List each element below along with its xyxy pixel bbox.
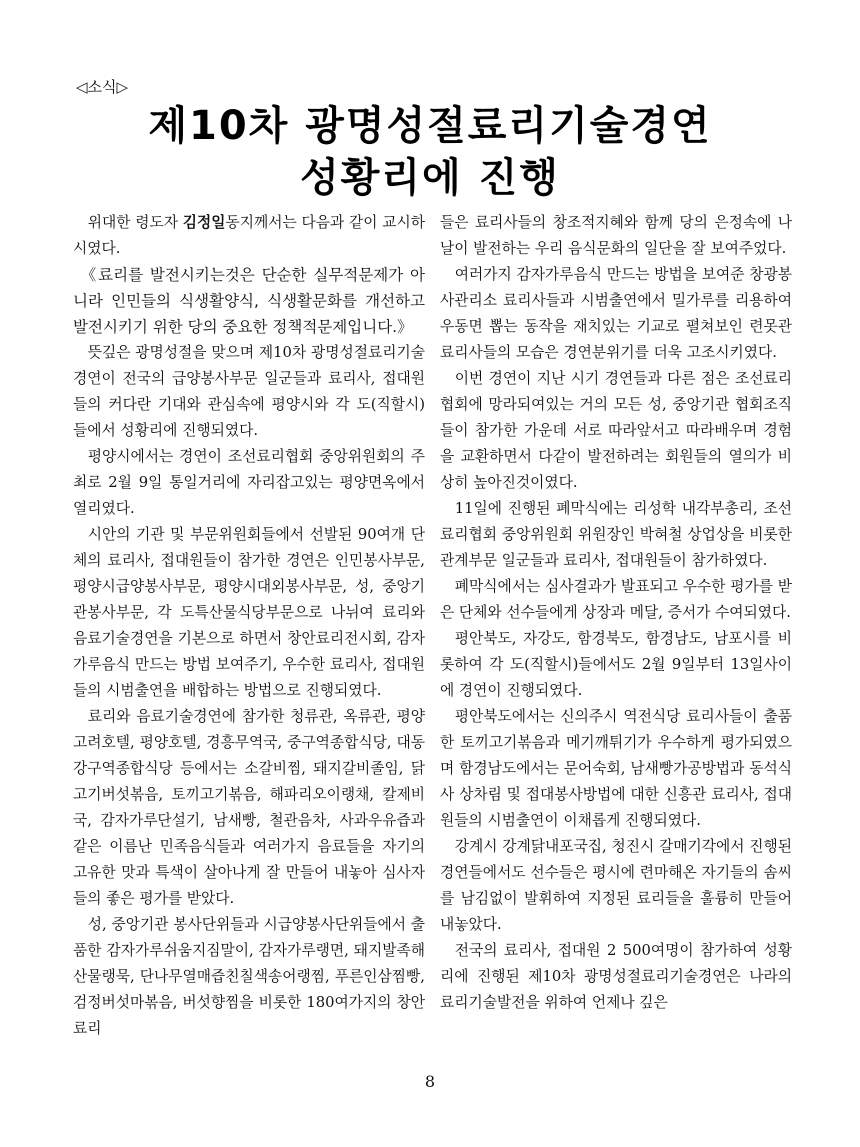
body-paragraph: 시안의 기관 및 부문위원회들에서 선발된 90여개 단체의 료리사, 접대원들이 참가한 경연은 인민봉사부문, 평양시급양봉사부문, 평양시대외봉사부문, 성, 중앙기관봉사부문, 각 도특산물식당부문으로 나뉘여 료리와 음료기술경연을 기본으로 하면서 창안료리전시회, 감자가루음식 만드는 방법 보여주기, 우수한 료리사, 접대원들의 시범출연을 배합하는 방법으로 진행되였다. <box>73 526 425 699</box>
body-paragraph: 뜻깊은 광명성절을 맞으며 제10차 광명성절료리기술경연이 전국의 급양봉사부문 일군들과 료리사, 접대원들의 커다란 기대와 관심속에 평양시와 각 도(직할시)들에서 성황리에 진행되였다. <box>73 344 425 439</box>
body-paragraph: 성, 중앙기관 봉사단위들과 시급양봉사단위들에서 출품한 감자가루쉬움지짐말이, 감자가루랭면, 돼지발족해산물랭묵, 단나무열매즙친칠색송어랭찜, 푸른인삼찜빵, 검정버섯마볶음, 버섯향찜을 비롯한 180여가지의 창안료리 <box>73 916 425 1037</box>
body-paragraph: 전국의 료리사, 접대원 2 500여명이 참가하여 성황리에 진행된 제10차 광명성절료리기술경연은 나라의 료리기술발전을 위하여 언제나 깊은 <box>440 942 792 1011</box>
intro-paragraph <box>73 210 425 262</box>
body-paragraph: 11일에 진행된 폐막식에는 리성학 내각부총리, 조선료리협회 중앙위원회 위원장인 박혀철 상업상을 비롯한 관계부문 일군들과 료리사, 접대원들이 참가하였다. <box>440 500 792 569</box>
section-tag: ◁소식▷ <box>76 78 129 96</box>
headline-line-1: 제10차 광명성절료리기술경연 <box>148 103 712 149</box>
headline-line-2: 성황리에 진행 <box>300 155 560 201</box>
left-column <box>73 210 425 1042</box>
intro-text-after: 동지께서는 다음과 같이 교시하시였다. <box>73 214 425 257</box>
body-paragraph: 여러가지 감자가루음식 만드는 방법을 보여준 창광봉사관리소 료리사들과 시범출연에서 밀가루를 리용하여 우동면 뽑는 동작을 재치있는 기교로 펼쳐보인 련못관 료리사들의 모습은 경연분위기를 더욱 고조시키였다. <box>440 266 792 361</box>
intro-text-before: 위대한 령도자 <box>87 214 183 231</box>
body-paragraph: 이번 경연이 지난 시기 경연들과 다른 점은 조선료리협회에 망라되여있는 거의 모든 성, 중앙기관 협회조직들이 참가한 가운데 서로 따라앞서고 따라배우며 경험을 교환하면서 다같이 발전하려는 회원들의 열의가 비상히 높아진것이였다. <box>440 370 792 491</box>
body-paragraph: 폐막식에서는 심사결과가 발표되고 우수한 평가를 받은 단체와 선수들에게 상장과 메달, 증서가 수여되였다. <box>440 578 792 621</box>
leader-name: 김정일 <box>182 214 226 231</box>
page-number: 8 <box>424 1072 436 1091</box>
right-column <box>440 210 792 1016</box>
quote-paragraph: 《료리를 발전시키는것은 단순한 실무적문제가 아니라 인민들의 식생활양식, 식생활문화를 개선하고 발전시키기 위한 당의 중요한 정책적문제입니다.》 <box>73 266 425 336</box>
body-paragraph: 평안북도, 자강도, 함경북도, 함경남도, 남포시를 비롯하여 각 도(직할시)들에서도 2월 9일부터 13일사이에 경연이 진행되였다. <box>440 630 792 699</box>
body-paragraph: 강계시 강계닭내포국집, 청진시 갈매기각에서 진행된 경연들에서도 선수들은 평시에 련마해온 자기들의 솜씨를 남김없이 발휘하여 지정된 료리들을 훌륭히 만들어 내놓았다. <box>440 838 792 933</box>
body-paragraph: 평안북도에서는 신의주시 역전식당 료리사들이 출품한 토끼고기볶음과 메기깨튀기가 우수하게 평가되였으며 함경남도에서는 문어숙회, 남새빵가공방법과 동석식사 상차림 및 접대봉사방법에 대한 신흥관 료리사, 접대원들의 시범출연이 이채롭게 진행되였다. <box>440 708 792 829</box>
body-paragraph: 료리와 음료기술경연에 참가한 청류관, 옥류관, 평양고려호텔, 평양호텔, 경흥무역국, 중구역종합식당, 대동강구역종합식당 등에서는 소갈비찜, 돼지갈비졸임, 닭고기버섯볶음, 토끼고기볶음, 해파리오이랭채, 칼제비국, 감자가루단설기, 남새빵, 철관음차, 사과우유즙과 같은 이름난 민족음식들과 여러가지 음료들을 자기의 고유한 맛과 특색이 살아나게 잘 만들어 내놓아 심사자들의 좋은 평가를 받았다. <box>73 708 425 907</box>
body-paragraph: 평양시에서는 경연이 조선료리협회 중앙위원회의 주최로 2월 9일 통일거리에 자리잡고있는 평양면옥에서 열리였다. <box>73 448 425 517</box>
continued-paragraph: 들은 료리사들의 창조적지혜와 함께 당의 은정속에 나날이 발전하는 우리 음식문화의 일단을 잘 보여주었다. <box>440 214 792 257</box>
article-headline <box>0 100 860 204</box>
